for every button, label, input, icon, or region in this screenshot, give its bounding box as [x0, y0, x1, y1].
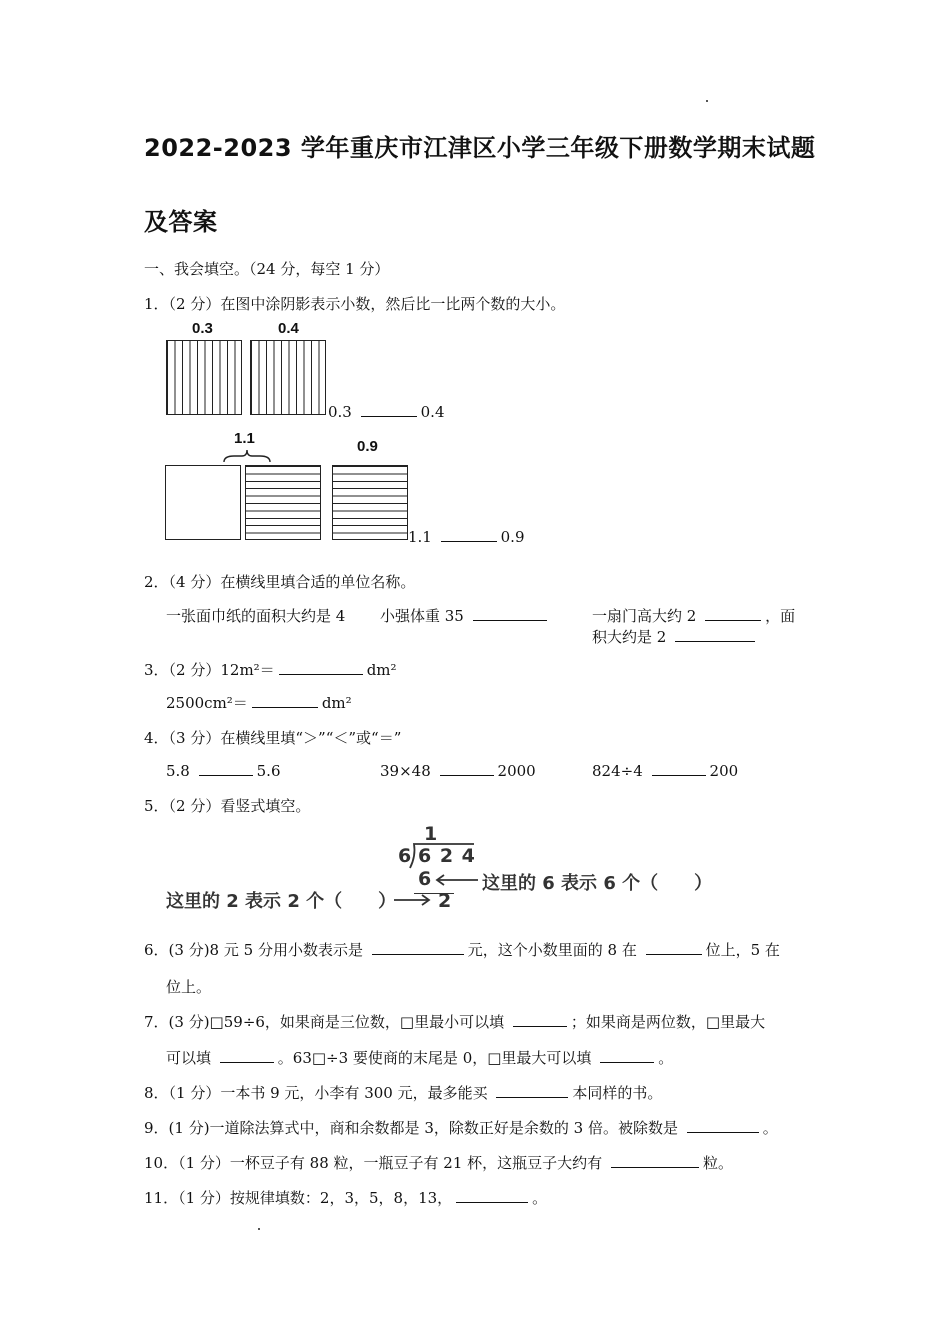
q2-item-c — [592, 605, 795, 626]
q3-unit-2: dm² — [321, 694, 352, 712]
q7-line-2 — [166, 1047, 673, 1068]
q6-blank-1[interactable] — [372, 940, 464, 955]
brace-icon — [222, 448, 272, 464]
q3-text: 3．（2 分）12m²＝ — [144, 661, 275, 679]
left-arrow-icon — [434, 873, 480, 887]
q2-blank-c2[interactable] — [675, 627, 755, 642]
q3-blank-1[interactable] — [279, 660, 363, 675]
q7-blank-2[interactable] — [220, 1048, 274, 1063]
q7-line2-b: 。63□÷3 要使商的末尾是 0，□里最大可以填 — [277, 1049, 592, 1067]
division-quotient: 1 — [424, 823, 438, 845]
question-7 — [144, 1011, 765, 1032]
right-arrow-icon — [392, 893, 432, 907]
q9-text-1: 9．(1 分)一道除法算式中，商和余数都是 3，除数正好是余数的 3 倍。被除数是 — [144, 1119, 678, 1137]
section-heading: 一、我会填空。（24 分，每空 1 分） — [144, 260, 390, 278]
division-step-2: 2 — [438, 890, 452, 912]
q8-text-1: 8．（1 分）一本书 9 元，小李有 300 元，最多能买 — [144, 1084, 488, 1102]
q4-a-left: 5.8 — [166, 762, 190, 780]
q9-blank[interactable] — [687, 1118, 759, 1133]
question-6 — [144, 939, 780, 960]
q2-item-c2 — [592, 626, 759, 647]
question-9 — [144, 1117, 778, 1138]
q2-item-a: 一张面巾纸的面积大约是 4 — [166, 607, 346, 625]
fig1-right-grid — [250, 340, 326, 415]
compare-2-blank[interactable] — [441, 527, 497, 542]
note-right: 这里的 6 表示 6 个（ ） — [482, 873, 713, 894]
page-title: 2022-2023 学年重庆市江津区小学三年级下册数学期末试题 — [144, 134, 816, 162]
compare-2-left: 1.1 — [408, 528, 432, 546]
question-5: 5．（2 分）看竖式填空。 — [144, 797, 311, 815]
q11-text-1: 11．（1 分）按规律填数：2，3，5，8，13， — [144, 1189, 453, 1207]
fig2-right-grid — [332, 465, 408, 540]
q4-blank-b[interactable] — [440, 761, 494, 776]
q11-blank[interactable] — [456, 1188, 528, 1203]
question-11 — [144, 1187, 547, 1208]
q4-item-a — [166, 761, 281, 780]
division-dividend: 6 2 4 — [418, 845, 476, 867]
q4-item-b — [380, 761, 536, 780]
q10-text-1: 10．（1 分）一杯豆子有 88 粒，一瓶豆子有 21 杯，这瓶豆子大约有 — [144, 1154, 603, 1172]
q4-b-left: 39×48 — [380, 762, 431, 780]
q2-item-b-text: 小强体重 35 — [380, 607, 464, 625]
page-title-line2: 及答案 — [144, 208, 218, 236]
question-10 — [144, 1152, 733, 1173]
q4-a-right: 5.6 — [256, 762, 281, 780]
q3-unit-1: dm² — [366, 661, 397, 679]
q3-line-2 — [166, 692, 352, 713]
q3-blank-2[interactable] — [252, 693, 318, 708]
q4-c-right: 200 — [709, 762, 739, 780]
compare-row-1 — [328, 402, 445, 421]
fig2-middle-grid — [245, 465, 321, 540]
q4-blank-c[interactable] — [652, 761, 706, 776]
q11-text-2: 。 — [532, 1189, 548, 1207]
compare-1-left: 0.3 — [328, 403, 352, 421]
q7-line2-c: 。 — [658, 1049, 674, 1067]
q7-line2-a: 可以填 — [166, 1049, 212, 1067]
q2-item-b — [380, 605, 551, 626]
q2-item-c-end: ，面 — [765, 607, 796, 625]
q8-text-2: 本同样的书。 — [572, 1084, 663, 1102]
q6-blank-2[interactable] — [646, 940, 702, 955]
question-3 — [144, 659, 397, 680]
q7-blank-1[interactable] — [513, 1012, 567, 1027]
q7-text-2: ；如果商是两位数，□里最大 — [570, 1013, 766, 1031]
q7-blank-3[interactable] — [600, 1048, 654, 1063]
division-divisor: 6 — [398, 845, 412, 867]
compare-1-right: 0.4 — [420, 403, 445, 421]
note-left: 这里的 2 表示 2 个（ ） — [166, 891, 397, 912]
compare-2-right: 0.9 — [500, 528, 525, 546]
question-2: 2．（4 分）在横线里填合适的单位名称。 — [144, 573, 416, 591]
top-dot — [706, 100, 708, 102]
q7-text-1: 7．(3 分)□59÷6，如果商是三位数，□里最小可以填 — [144, 1013, 505, 1031]
fig1-left-grid — [166, 340, 242, 415]
compare-row-2 — [408, 527, 525, 546]
q4-c-left: 824÷4 — [592, 762, 643, 780]
q2-blank-c1[interactable] — [705, 606, 761, 621]
fig2-brace-label: 1.1 — [234, 430, 255, 447]
bottom-dot — [258, 1228, 260, 1230]
q9-text-2: 。 — [762, 1119, 778, 1137]
q2-blank-b[interactable] — [473, 606, 547, 621]
q4-item-c — [592, 761, 738, 780]
compare-1-blank[interactable] — [361, 402, 417, 417]
fig2-right-label: 0.9 — [357, 438, 378, 455]
question-1: 1．（2 分）在图中涂阴影表示小数，然后比一比两个数的大小。 — [144, 295, 566, 313]
q4-b-right: 2000 — [497, 762, 536, 780]
q6-text-2: 元，这个小数里面的 8 在 — [467, 941, 637, 959]
fig2-whole-square — [165, 465, 241, 540]
q8-blank[interactable] — [496, 1083, 568, 1098]
q6-text-1: 6．(3 分)8 元 5 分用小数表示是 — [144, 941, 363, 959]
q10-text-2: 粒。 — [702, 1154, 733, 1172]
fig1-left-label: 0.3 — [192, 320, 213, 337]
q3-line2-text: 2500cm²＝ — [166, 694, 248, 712]
question-8 — [144, 1082, 662, 1103]
q4-blank-a[interactable] — [199, 761, 253, 776]
q2-item-c2-text: 积大约是 2 — [592, 628, 667, 646]
division-step-1: 6 — [418, 868, 432, 890]
question-4: 4．（3 分）在横线里填“＞”“＜”或“＝” — [144, 729, 402, 747]
q10-blank[interactable] — [611, 1153, 699, 1168]
q2-item-c-text: 一扇门高大约 2 — [592, 607, 697, 625]
fig1-right-label: 0.4 — [278, 320, 299, 337]
q6-line-2: 位上。 — [166, 978, 212, 996]
q6-text-3: 位上，5 在 — [705, 941, 780, 959]
